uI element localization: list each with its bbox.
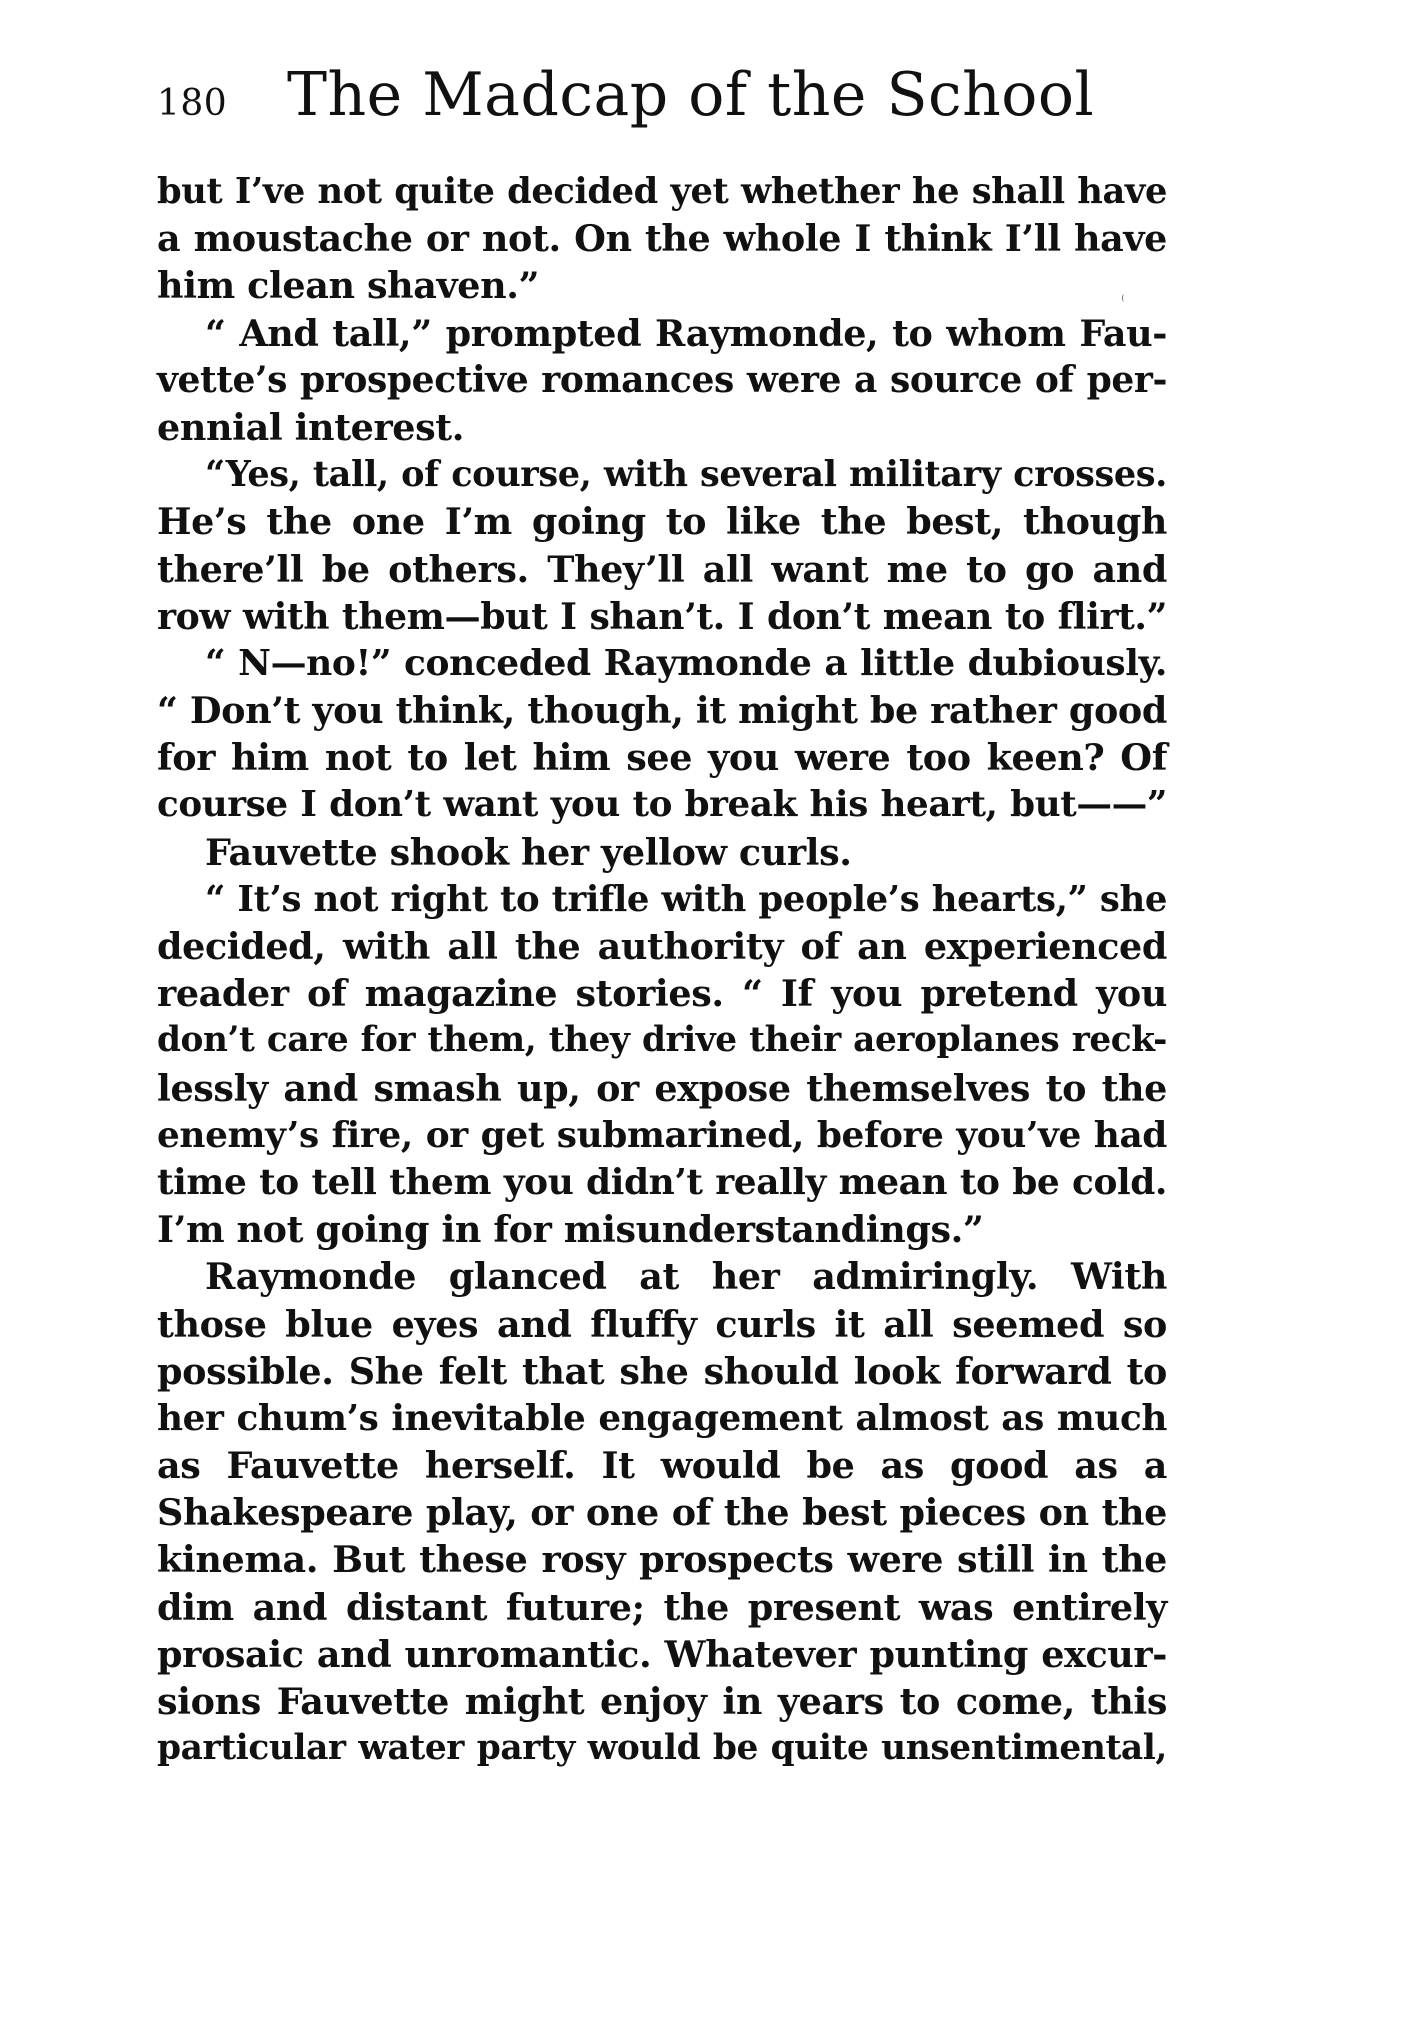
text-line: but I’ve not quite decided yet whether he shall have (157, 171, 1167, 212)
text-line: time to tell them you didn’t really mean to be cold. (157, 1160, 1167, 1203)
text-line: for him not to let him see you were too keen? Of (157, 736, 1167, 780)
text-line: He’s the one I’m going to like the best, though (157, 500, 1167, 544)
text-line: lessly and smash up, or expose themselves to the (157, 1066, 1167, 1110)
text-line: “ N—no!” conceded Raymonde a little dubiously. (205, 641, 1167, 684)
text-line: “ And tall,” prompted Raymonde, to whom Fau- (205, 311, 1167, 355)
text-line: decided, with all the authority of an experienced (157, 925, 1167, 968)
text-line: row with them—but I shan’t. I don’t mean to flirt.” (157, 594, 1167, 638)
text-line: kinema. But these rosy prospects were still in the (157, 1538, 1167, 1582)
text-line: enemy’s fire, or get submarined, before you’ve had (157, 1113, 1167, 1156)
text-line: vette’s prospective romances were a source of per- (157, 358, 1167, 401)
running-title: The Madcap of the School (287, 60, 1095, 130)
text-line: a moustache or not. On the whole I think I’ll have (157, 217, 1167, 261)
text-line: Fauvette shook her yellow curls. (205, 830, 852, 874)
text-line: particular water party would be quite unsentimental, (157, 1728, 1167, 1769)
text-line: him clean shaven.” (157, 264, 540, 308)
text-line: Shakespeare play, or one of the best pieces on the (157, 1491, 1167, 1535)
text-line: those blue eyes and fluffy curls it all seemed so (157, 1302, 1167, 1346)
text-line: ennial interest. (157, 405, 465, 449)
text-line: Raymonde glanced at her admiringly. With (205, 1255, 1167, 1299)
text-line: sions Fauvette might enjoy in years to come, this (157, 1680, 1167, 1723)
text-line: prosaic and unromantic. Whatever punting excur- (157, 1632, 1167, 1676)
text-line: I’m not going in for misunderstandings.” (157, 1208, 984, 1252)
text-line: her chum’s inevitable engagement almost as much (157, 1396, 1167, 1439)
text-line: dim and distant future; the present was entirely (157, 1585, 1167, 1629)
text-line: reader of magazine stories. “ If you pretend you (157, 972, 1167, 1016)
text-line: as Fauvette herself. It would be as good as a (157, 1444, 1167, 1488)
text-line: course I don’t want you to break his heart, but——” (157, 783, 1167, 826)
body-text (157, 168, 1167, 1772)
text-line: “Yes, tall, of course, with several military crosses. (205, 454, 1167, 496)
text-line: “ It’s not right to trifle with people’s hearts,” she (205, 878, 1167, 920)
text-line: “ Don’t you think, though, it might be rather good (157, 689, 1167, 733)
page-header (157, 62, 1157, 132)
text-line: possible. She felt that she should look forward to (157, 1349, 1167, 1393)
text-line: don’t care for them, they drive their aeroplanes reck- (157, 1020, 1167, 1061)
page-number: 180 (157, 83, 228, 124)
text-line: there’ll be others. They’ll all want me to go and (157, 547, 1167, 591)
